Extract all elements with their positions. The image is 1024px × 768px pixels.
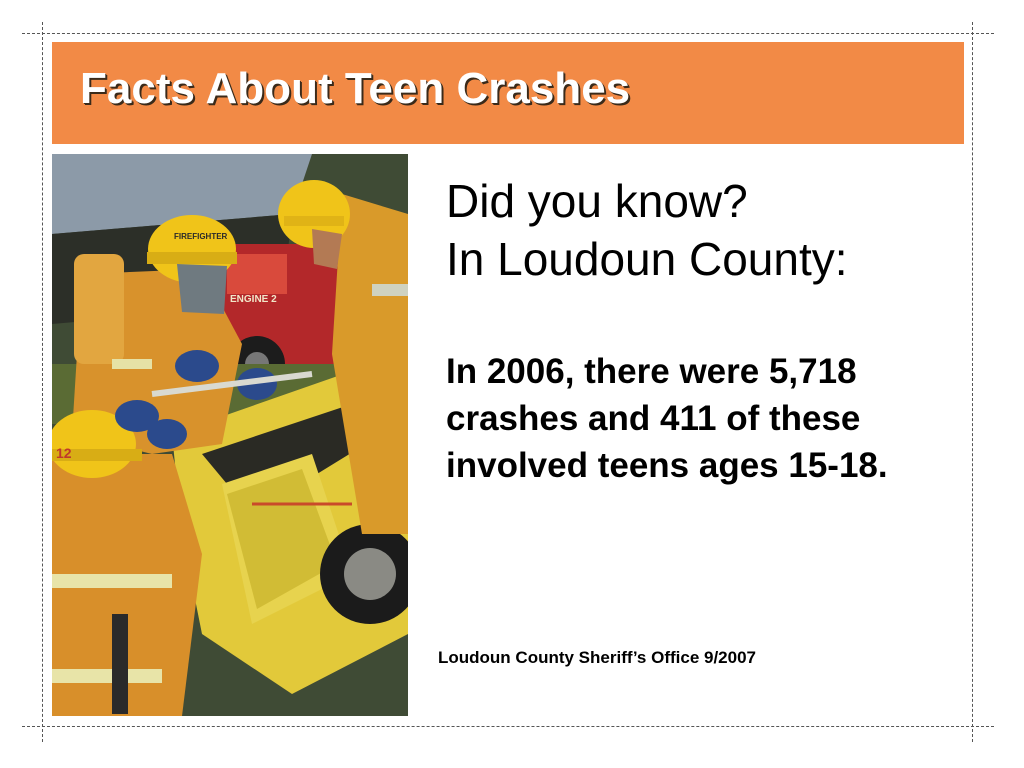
facts-text-block [446,172,966,489]
firefighters-illustration [52,154,408,716]
guide-line-left [42,22,43,742]
helmet-number: 12 [56,445,72,461]
guide-line-bottom [22,726,994,727]
slide-title: Facts About Teen Crashes [80,64,631,113]
source-citation: Loudoun County Sheriff’s Office 9/2007 [438,648,756,667]
firefighters-photo [52,154,408,716]
crash-statistics: In 2006, there were 5,718 crashes and 411 of these involved teens ages 15-18. [446,352,888,485]
truck-label: ENGINE 2 [230,294,277,305]
guide-line-right [972,22,973,742]
helmet-label: FIREFIGHTER [174,232,228,241]
guide-line-top [22,33,994,34]
heading-loudoun-county: In Loudoun County: [446,233,848,285]
title-bar [52,42,964,144]
heading-did-you-know: Did you know? [446,175,748,227]
